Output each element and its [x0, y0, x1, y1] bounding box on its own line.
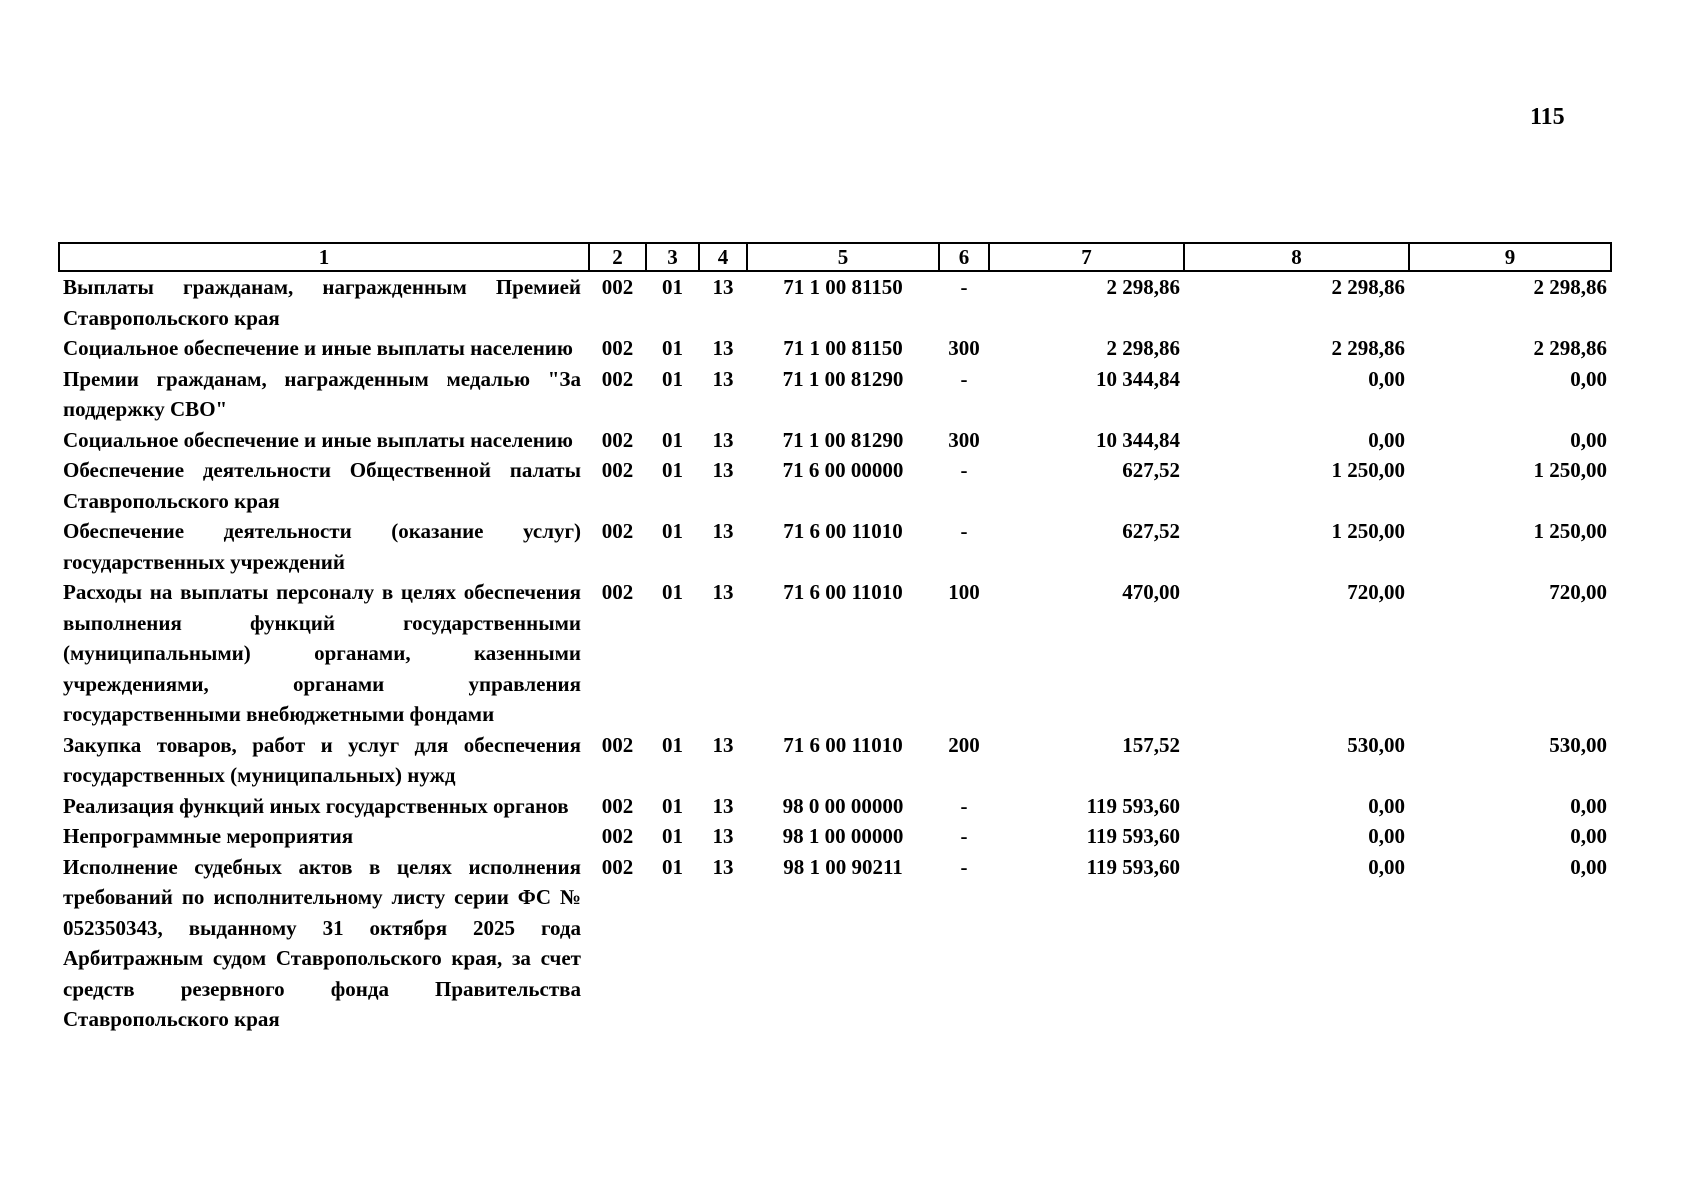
cell-col-7: 157,52 [1122, 732, 1180, 757]
column-header-4: 4 [699, 243, 747, 271]
table-row [59, 821, 1611, 852]
cell-col-5: 71 1 00 81290 [782, 427, 904, 452]
cell-col-9: 0,00 [1570, 427, 1607, 452]
cell-col-6: 300 [948, 427, 980, 452]
cell-col-7: 119 593,60 [1086, 854, 1180, 879]
cell-col-2: 002 [601, 732, 634, 757]
cell-col-2: 002 [601, 793, 634, 818]
cell-col-6: - [960, 458, 968, 482]
cell-col-6: - [960, 854, 968, 879]
cell-col-9: 2 298,86 [1533, 336, 1607, 360]
row-name: Обеспечение деятельности Общественной палаты Ставропольского края [63, 458, 581, 513]
cell-col-8: 1 250,00 [1331, 458, 1405, 482]
cell-col-2: 002 [601, 366, 634, 391]
cell-col-8: 2 298,86 [1331, 275, 1405, 299]
cell-col-8: 0,00 [1368, 824, 1405, 848]
cell-col-8: 720,00 [1347, 580, 1405, 604]
cell-col-6: - [960, 793, 968, 818]
cell-col-4: 13 [712, 336, 734, 360]
cell-col-8: 2 298,86 [1331, 336, 1405, 360]
cell-col-3: 01 [662, 793, 683, 818]
cell-col-9: 0,00 [1570, 793, 1607, 818]
cell-col-9: 1 250,00 [1533, 519, 1607, 543]
cell-col-3: 01 [662, 427, 683, 452]
budget-table [58, 242, 1612, 1035]
cell-col-7: 2 298,86 [1106, 336, 1180, 360]
column-header-3: 3 [646, 243, 699, 271]
table-row [59, 425, 1611, 456]
cell-col-8: 0,00 [1368, 427, 1405, 452]
table-row [59, 516, 1611, 577]
cell-col-6: - [960, 519, 968, 543]
table-row [59, 271, 1611, 333]
table-row [59, 730, 1611, 791]
cell-col-5: 71 6 00 00000 [782, 458, 904, 482]
row-name: Закупка товаров, работ и услуг для обеспечения государственных (муниципальных) нужд [63, 732, 581, 787]
column-header-9: 9 [1409, 243, 1611, 271]
row-name: Исполнение судебных актов в целях исполнения требований по исполнительному листу серии ФС № 052350343, выданному 31 октября 2025 года Арбитражным судом Ставропольского края, за счет средств резервного фонда Правительства Ставропольского края [63, 854, 581, 1031]
table-header [59, 243, 1611, 271]
column-header-8: 8 [1184, 243, 1409, 271]
cell-col-3: 01 [662, 458, 683, 482]
cell-col-4: 13 [712, 427, 734, 452]
cell-col-4: 13 [712, 366, 734, 391]
cell-col-3: 01 [662, 580, 683, 604]
table-row [59, 791, 1611, 822]
cell-col-3: 01 [662, 366, 683, 391]
cell-col-8: 0,00 [1368, 366, 1405, 391]
cell-col-6: 200 [948, 732, 980, 757]
table-row [59, 455, 1611, 516]
cell-col-6: - [960, 824, 968, 848]
cell-col-8: 1 250,00 [1331, 519, 1405, 543]
cell-col-4: 13 [712, 458, 734, 482]
row-name: Социальное обеспечение и иные выплаты населению [63, 336, 573, 360]
cell-col-3: 01 [662, 519, 683, 543]
column-header-2: 2 [589, 243, 646, 271]
cell-col-7: 627,52 [1122, 519, 1180, 543]
cell-col-4: 13 [712, 854, 734, 879]
cell-col-7: 10 344,84 [1096, 427, 1180, 452]
cell-col-2: 002 [601, 336, 634, 360]
cell-col-7: 10 344,84 [1096, 366, 1180, 391]
row-name: Премии гражданам, награжденным медалью "За поддержку СВО" [63, 366, 581, 421]
cell-col-3: 01 [662, 275, 683, 299]
cell-col-3: 01 [662, 854, 683, 879]
cell-col-7: 2 298,86 [1106, 275, 1180, 299]
cell-col-7: 470,00 [1122, 580, 1180, 604]
page-number: 115 [1530, 104, 1565, 130]
cell-col-4: 13 [712, 793, 734, 818]
cell-col-2: 002 [601, 427, 634, 452]
row-name: Расходы на выплаты персоналу в целях обеспечения выполнения функций государственными (муниципальными) органами, казенными учреждениями, органами управления государственными внебюджетными фондами [63, 580, 581, 726]
table-row [59, 333, 1611, 364]
cell-col-3: 01 [662, 824, 683, 848]
column-header-6: 6 [939, 243, 989, 271]
cell-col-9: 720,00 [1549, 580, 1607, 604]
cell-col-5: 71 6 00 11010 [783, 732, 903, 757]
column-header-5: 5 [747, 243, 939, 271]
column-header-7: 7 [989, 243, 1184, 271]
cell-col-5: 71 1 00 81290 [782, 366, 904, 391]
cell-col-5: 71 1 00 81150 [783, 275, 903, 299]
table-row [59, 577, 1611, 730]
cell-col-9: 0,00 [1570, 824, 1607, 848]
cell-col-4: 13 [712, 580, 734, 604]
cell-col-2: 002 [601, 275, 634, 299]
cell-col-7: 627,52 [1122, 458, 1180, 482]
cell-col-5: 71 6 00 11010 [783, 580, 903, 604]
cell-col-6: 100 [948, 580, 980, 604]
cell-col-2: 002 [601, 580, 634, 604]
table-row [59, 852, 1611, 1035]
cell-col-2: 002 [601, 854, 634, 879]
cell-col-6: - [960, 275, 968, 299]
cell-col-5: 71 6 00 11010 [783, 519, 903, 543]
cell-col-2: 002 [601, 519, 634, 543]
cell-col-5: 98 1 00 90211 [783, 854, 903, 879]
row-name: Реализация функций иных государственных органов [63, 793, 569, 818]
cell-col-3: 01 [662, 732, 683, 757]
cell-col-9: 1 250,00 [1533, 458, 1607, 482]
row-name: Обеспечение деятельности (оказание услуг) государственных учреждений [63, 519, 581, 574]
column-header-1: 1 [59, 243, 589, 271]
cell-col-6: - [960, 366, 968, 391]
cell-col-5: 71 1 00 81150 [783, 336, 903, 360]
cell-col-5: 98 1 00 00000 [782, 824, 904, 848]
cell-col-4: 13 [712, 519, 734, 543]
cell-col-8: 530,00 [1347, 732, 1405, 757]
cell-col-2: 002 [601, 824, 634, 848]
row-name: Социальное обеспечение и иные выплаты населению [63, 427, 573, 452]
cell-col-7: 119 593,60 [1086, 824, 1180, 848]
cell-col-9: 0,00 [1570, 854, 1607, 879]
cell-col-2: 002 [601, 458, 634, 482]
cell-col-5: 98 0 00 00000 [782, 793, 904, 818]
cell-col-9: 0,00 [1570, 366, 1607, 391]
cell-col-7: 119 593,60 [1086, 793, 1180, 818]
header-row [59, 243, 1611, 271]
table-row [59, 364, 1611, 425]
cell-col-8: 0,00 [1368, 854, 1405, 879]
table-body [59, 271, 1611, 1035]
cell-col-9: 2 298,86 [1533, 275, 1607, 299]
row-name: Выплаты гражданам, награжденным Премией Ставропольского края [63, 275, 581, 330]
cell-col-6: 300 [948, 336, 980, 360]
cell-col-8: 0,00 [1368, 793, 1405, 818]
cell-col-9: 530,00 [1549, 732, 1607, 757]
cell-col-4: 13 [712, 824, 734, 848]
cell-col-3: 01 [662, 336, 683, 360]
cell-col-4: 13 [712, 275, 734, 299]
row-name: Непрограммные мероприятия [63, 824, 354, 848]
cell-col-4: 13 [712, 732, 734, 757]
